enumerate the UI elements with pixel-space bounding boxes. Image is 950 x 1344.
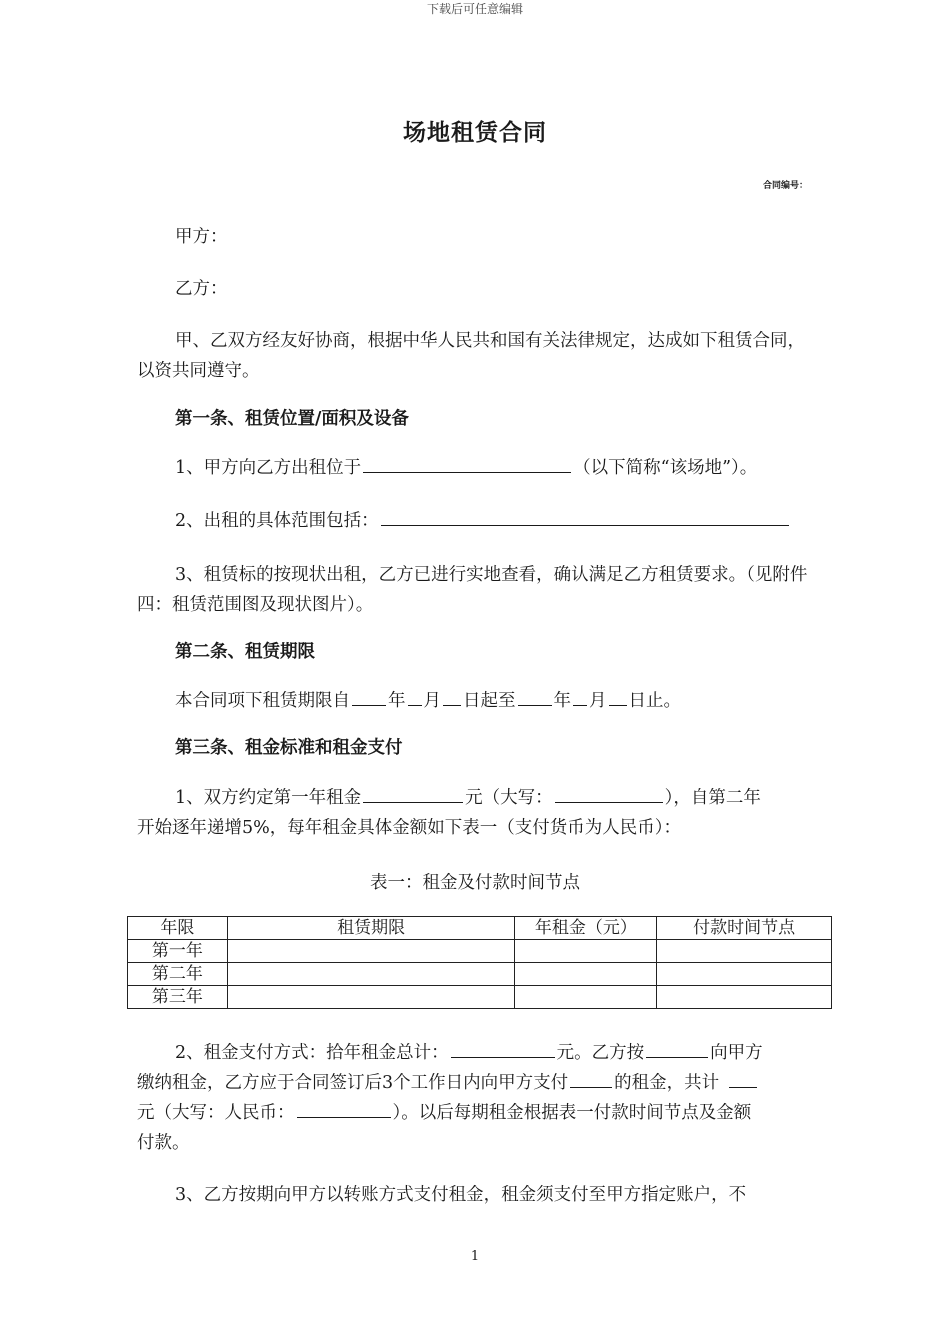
location-blank[interactable] bbox=[363, 454, 571, 473]
header-year: 年限 bbox=[128, 917, 228, 940]
header-payment-date: 付款时间节点 bbox=[657, 917, 832, 940]
first-year-rent-blank[interactable] bbox=[363, 784, 463, 803]
cell-rent[interactable] bbox=[515, 940, 657, 963]
start-day-blank[interactable] bbox=[443, 687, 461, 706]
table-row bbox=[128, 986, 832, 1009]
term-text: 月 bbox=[423, 691, 441, 711]
cell-term[interactable] bbox=[227, 940, 515, 963]
clause-text: 元（大写： bbox=[465, 788, 553, 808]
total-rent-blank[interactable] bbox=[451, 1039, 555, 1058]
header-term: 租赁期限 bbox=[227, 917, 515, 940]
payment-period-blank[interactable] bbox=[646, 1039, 708, 1058]
clause-text: 2、出租的具体范围包括： bbox=[175, 511, 379, 531]
term-text: 日起至 bbox=[463, 691, 516, 711]
term-text: 月 bbox=[589, 691, 607, 711]
term-text: 年 bbox=[553, 691, 571, 711]
clause-text: 的租金，共计 bbox=[614, 1073, 720, 1093]
clause-text: 1、双方约定第一年租金 bbox=[175, 788, 362, 808]
amount-blank[interactable] bbox=[729, 1069, 757, 1088]
first-payment-blank[interactable] bbox=[570, 1069, 612, 1088]
article-3-clause-2-line-4: 付款。 bbox=[137, 1133, 190, 1153]
start-year-blank[interactable] bbox=[352, 687, 386, 706]
cell-year: 第二年 bbox=[128, 963, 228, 986]
table-header-row bbox=[128, 917, 832, 940]
clause-text: ）。以后每期租金根据表一付款时间节点及金额 bbox=[392, 1103, 752, 1123]
clause-text: 向甲方 bbox=[710, 1043, 763, 1063]
table-caption: 表一：租金及付款时间节点 bbox=[370, 873, 580, 893]
start-month-blank[interactable] bbox=[408, 687, 422, 706]
page-number: 1 bbox=[470, 1249, 480, 1264]
article-2-term bbox=[137, 686, 812, 716]
header-annual-rent: 年租金（元） bbox=[515, 917, 657, 940]
article-3-clause-2-line-3 bbox=[137, 1098, 812, 1128]
article-3-clause-1-line-2: 开始逐年递增5%，每年租金具体金额如下表一（支付货币为人民币）： bbox=[137, 818, 682, 838]
party-a-label: 甲方： bbox=[175, 227, 228, 247]
cell-term[interactable] bbox=[227, 986, 515, 1009]
cell-payment[interactable] bbox=[657, 986, 832, 1009]
cell-year: 第一年 bbox=[128, 940, 228, 963]
end-month-blank[interactable] bbox=[573, 687, 587, 706]
clause-text: 元。乙方按 bbox=[556, 1043, 645, 1063]
article-3-clause-2-line-1 bbox=[137, 1038, 812, 1068]
cell-rent[interactable] bbox=[515, 986, 657, 1009]
table-row bbox=[128, 963, 832, 986]
clause-text: 缴纳租金，乙方应于合同签订后3个工作日内向甲方支付 bbox=[137, 1073, 569, 1093]
rent-schedule-table bbox=[127, 916, 832, 1009]
article-1-clause-2 bbox=[137, 506, 812, 536]
term-text: 本合同项下租赁期限自 bbox=[175, 691, 350, 711]
article-1-clause-1 bbox=[137, 453, 812, 483]
article-3-clause-2-line-2 bbox=[137, 1068, 812, 1098]
article-3-heading: 第三条、租金标准和租金支付 bbox=[175, 738, 403, 758]
article-1-clause-3: 3、租赁标的按现状出租，乙方已进行实地查看，确认满足乙方租赁要求。（见附件四：租赁范围图及现状图片）。 bbox=[137, 565, 808, 615]
term-text: 年 bbox=[388, 691, 406, 711]
header-note: 下载后可任意编辑 bbox=[426, 2, 523, 16]
intro-paragraph: 甲、乙双方经友好协商，根据中华人民共和国有关法律规定，达成如下租赁合同，以资共同遵守。 bbox=[137, 331, 805, 381]
clause-text: 3、乙方按期向甲方以转账方式支付租金，租金须支付至甲方指定账户，不 bbox=[175, 1185, 747, 1205]
article-3-clause-3 bbox=[137, 1180, 812, 1210]
clause-text: （以下简称“该场地”）。 bbox=[573, 458, 758, 478]
cell-payment[interactable] bbox=[657, 963, 832, 986]
party-a-line bbox=[137, 222, 812, 252]
clause-text: 元（大写：人民币： bbox=[137, 1103, 295, 1123]
party-b-label: 乙方： bbox=[175, 279, 228, 299]
cell-payment[interactable] bbox=[657, 940, 832, 963]
term-text: 日止。 bbox=[628, 691, 681, 711]
amount-in-words-blank[interactable] bbox=[297, 1099, 391, 1118]
party-b-line bbox=[137, 274, 812, 304]
contract-number-label: 合同编号： bbox=[762, 181, 808, 191]
clause-text: 1、甲方向乙方出租位于 bbox=[175, 458, 362, 478]
end-year-blank[interactable] bbox=[518, 687, 552, 706]
cell-year: 第三年 bbox=[128, 986, 228, 1009]
document-title: 场地租赁合同 bbox=[403, 119, 547, 146]
article-3-clause-1-line-1 bbox=[137, 783, 812, 813]
clause-text: ），自第二年 bbox=[664, 788, 761, 808]
cell-term[interactable] bbox=[227, 963, 515, 986]
end-day-blank[interactable] bbox=[609, 687, 627, 706]
article-2-heading: 第二条、租赁期限 bbox=[175, 642, 315, 662]
rent-in-words-blank[interactable] bbox=[555, 784, 663, 803]
article-1-heading: 第一条、租赁位置/面积及设备 bbox=[175, 409, 409, 429]
cell-rent[interactable] bbox=[515, 963, 657, 986]
table-row bbox=[128, 940, 832, 963]
clause-text: 2、租金支付方式：拾年租金总计： bbox=[175, 1043, 449, 1063]
scope-blank[interactable] bbox=[381, 507, 789, 526]
